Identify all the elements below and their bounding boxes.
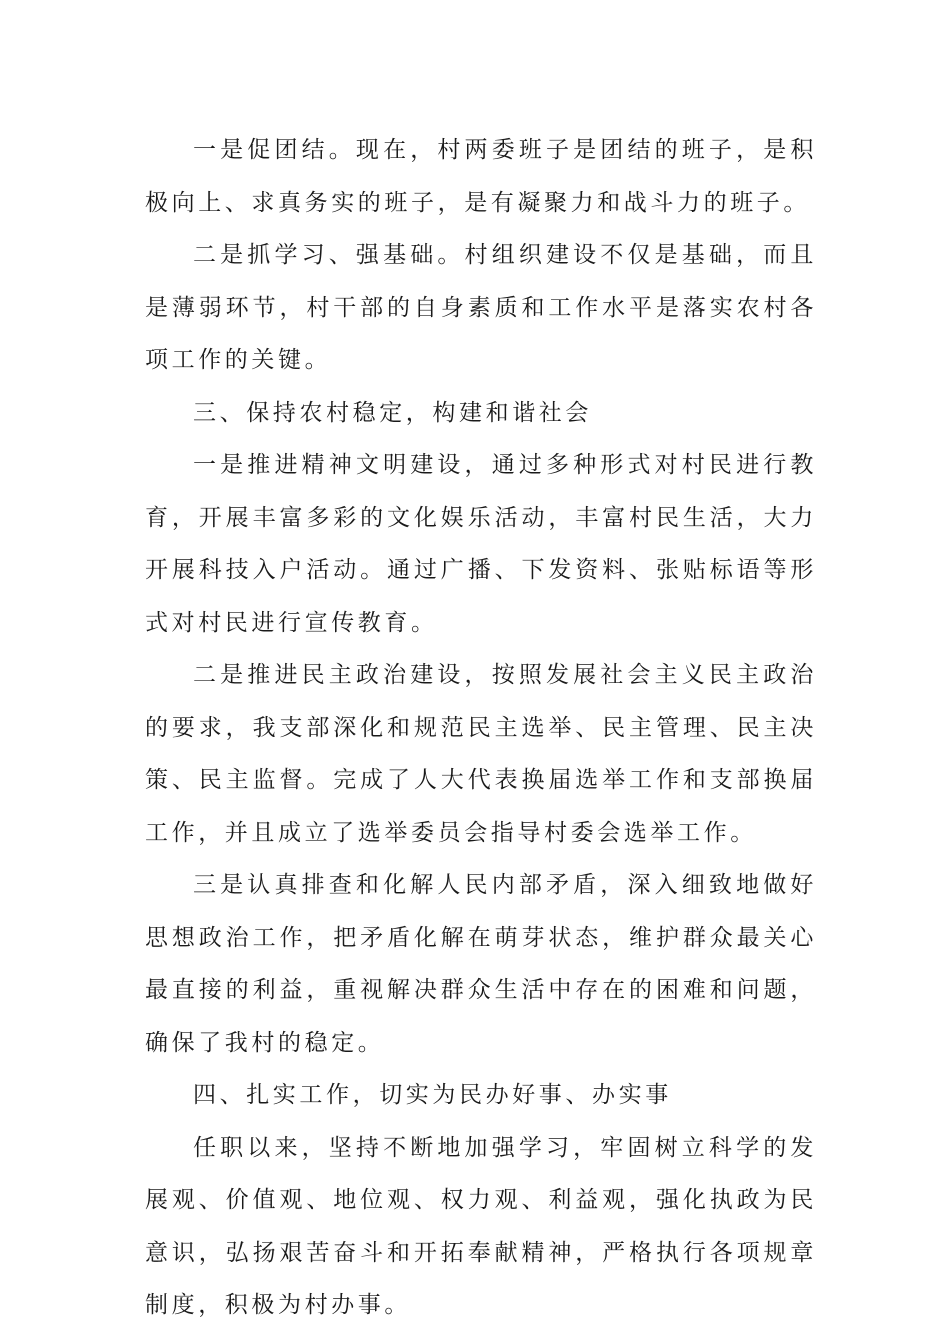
- paragraph-study-foundation: 二是抓学习、强基础。村组织建设不仅是基础，而且是薄弱环节，村干部的自身素质和工作水平是落实农村各项工作的关键。: [145, 242, 817, 373]
- paragraph-spiritual-civilization: 一是推进精神文明建设，通过多种形式对村民进行教育，开展丰富多彩的文化娱乐活动，丰富村民生活，大力开展科技入户活动。通过广播、下发资料、张贴标语等形式对村民进行宣传教育。: [145, 452, 817, 636]
- document-page: [145, 124, 817, 1332]
- section-heading-practical-work: 四、扎实工作，切实为民办好事、办实事: [193, 1082, 672, 1108]
- section-heading-rural-stability: 三、保持农村稳定，构建和谐社会: [193, 399, 592, 426]
- paragraph-resolve-contradictions: 三是认真排查和化解人民内部矛盾，深入细致地做好思想政治工作，把矛盾化解在萌芽状态，维护群众最关心最直接的利益，重视解决群众生活中存在的困难和问题，确保了我村的稳定。: [145, 872, 817, 1056]
- paragraph-since-taking-office: 任职以来，坚持不断地加强学习，牢固树立科学的发展观、价值观、地位观、权力观、利益观，强化执政为民意识，弘扬艰苦奋斗和开拓奉献精神，严格执行各项规章制度，积极为村办事。: [145, 1134, 817, 1318]
- paragraph-promote-unity: 一是促团结。现在，村两委班子是团结的班子，是积极向上、求真务实的班子，是有凝聚力和战斗力的班子。: [145, 137, 817, 216]
- paragraph-democratic-politics: 二是推进民主政治建设，按照发展社会主义民主政治的要求，我支部深化和规范民主选举、民主管理、民主决策、民主监督。完成了人大代表换届选举工作和支部换届工作，并且成立了选举委员会指导村委会选举工作。: [145, 662, 817, 846]
